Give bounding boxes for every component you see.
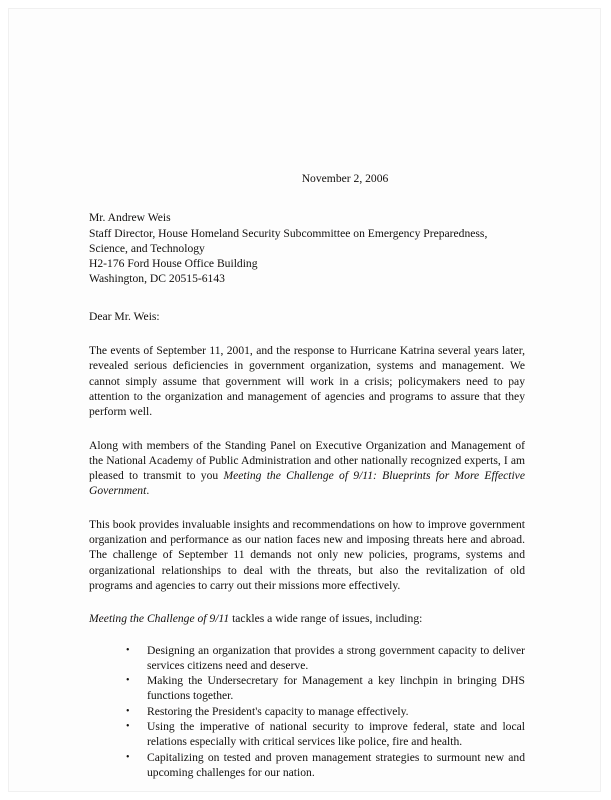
addressee-city-state-zip: Washington, DC 20515-6143 bbox=[89, 272, 225, 286]
letter-date: November 2, 2006 bbox=[301, 172, 389, 185]
addressee-title-line-1: Staff Director, House Homeland Security Subcommittee on Emergency Preparedness, bbox=[89, 226, 488, 240]
addressee-title-line-2: Science, and Technology bbox=[89, 241, 205, 255]
salutation: Dear Mr. Weis: bbox=[89, 309, 160, 323]
list-item bbox=[89, 673, 525, 704]
list-item bbox=[89, 719, 525, 750]
book-title-italic: Meeting the Challenge of 9/11: Blueprints for More Effective Government bbox=[89, 469, 525, 498]
paragraph-2-lead: Along with members of the Standing Panel on Executive Organization and Management of the National Academy of Public Administration and other nationally recognized experts, I am pleased to transmit to you bbox=[89, 438, 525, 483]
document-page bbox=[8, 8, 601, 792]
bullet-icon: • bbox=[126, 751, 130, 763]
list-item bbox=[89, 643, 525, 674]
addressee-name: Mr. Andrew Weis bbox=[89, 211, 171, 225]
addressee-block bbox=[89, 210, 525, 286]
paragraph-3: This book provides invaluable insights and recommendations on how to improve government organization and performance as our nation faces new and imposing threats here and abroad. The challenge of September 11 demands not only new policies, programs, systems and organizational relationships to deal with the threats, but also the revitalization of old programs and agencies to carry out their missions more effectively. bbox=[89, 517, 525, 592]
bullet-icon: • bbox=[126, 721, 130, 733]
bullet-icon: • bbox=[126, 644, 130, 656]
bullet-list-intro bbox=[89, 611, 525, 626]
bullet-icon: • bbox=[126, 675, 130, 687]
list-item-text: Using the imperative of national security to improve federal, state and local relations especially with critical services like police, fire and health. bbox=[147, 720, 525, 749]
bullet-icon: • bbox=[126, 705, 130, 717]
list-item-text: Making the Undersecretary for Management a key linchpin in bringing DHS functions together. bbox=[147, 674, 525, 703]
addressee-street: H2-176 Ford House Office Building bbox=[89, 257, 258, 271]
letter-body bbox=[89, 171, 525, 780]
list-item-text: Restoring the President's capacity to manage effectively. bbox=[147, 704, 409, 718]
issues-bullet-list bbox=[89, 643, 525, 781]
paragraph-2-tail: . bbox=[146, 484, 150, 498]
list-item bbox=[89, 704, 525, 719]
list-item-text: Capitalizing on tested and proven management strategies to surmount new and upcoming challenges for our nation. bbox=[147, 750, 525, 779]
paragraph-2 bbox=[89, 438, 525, 499]
book-title-italic-short: Meeting the Challenge of 9/11 bbox=[89, 612, 230, 626]
list-item bbox=[89, 750, 525, 781]
list-item-text: Designing an organization that provides a strong government capacity to deliver services citizens need and deserve. bbox=[147, 643, 525, 672]
paragraph-1: The events of September 11, 2001, and the response to Hurricane Katrina several years later, revealed serious deficiencies in government organization, systems and management. We cannot simply assume that government will work in a crisis; policymakers need to pay attention to the organization and management of agencies and programs to assure that they perform well. bbox=[89, 344, 525, 419]
bullet-list-intro-rest: tackles a wide range of issues, including: bbox=[229, 612, 423, 626]
